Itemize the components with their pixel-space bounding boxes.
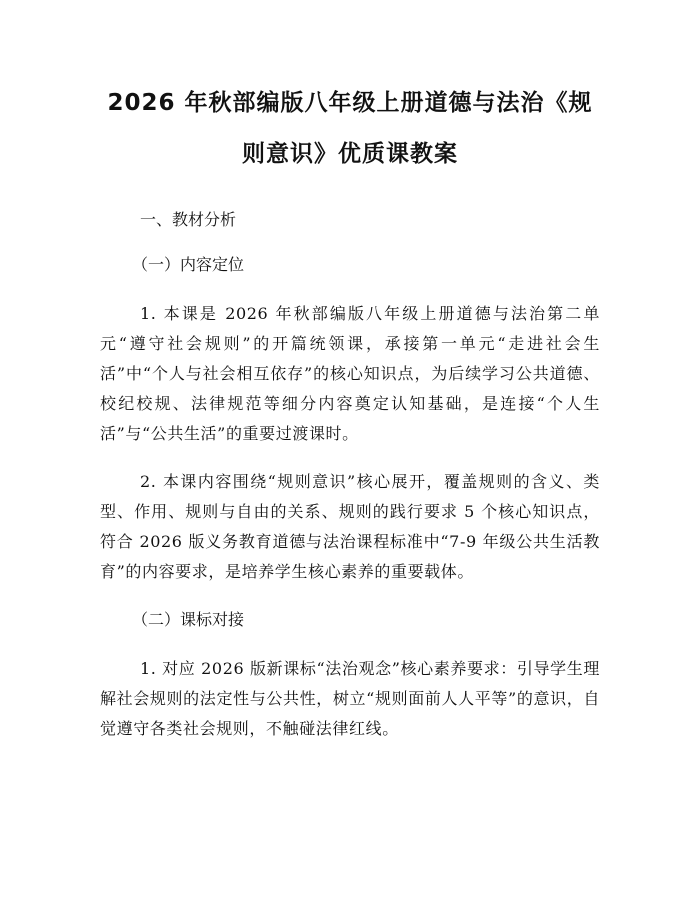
subsection-heading-content-positioning: （一）内容定位 <box>132 255 245 274</box>
title-line-2: 则意识》优质课教案 <box>242 141 458 167</box>
subsection-heading-curriculum-alignment: （二）课标对接 <box>132 610 245 629</box>
title-line-1: 2026 年秋部编版八年级上册道德与法治《规 <box>107 90 593 116</box>
paragraph-3: 1. 对应 2026 版新课标“法治观念”核心素养要求：引导学生理解社会规则的法定性与公共性，树立“规则面前人人平等”的意识，自觉遵守各类社会规则，不触碰法律红线。 <box>100 659 600 738</box>
section-heading-textbook-analysis: 一、教材分析 <box>140 210 237 229</box>
paragraph-1: 1. 本课是 2026 年秋部编版八年级上册道德与法治第二单元“遵守社会规则”的开篇统领课，承接第一单元“走进社会生活”中“个人与社会相互依存”的核心知识点，为后续学习公共道德、校纪校规、法律规范等细分内容奠定认知基础，是连接“个人生活”与“公共生活”的重要过渡课时。 <box>100 304 600 443</box>
document-title <box>100 78 600 180</box>
paragraph-2: 2. 本课内容围绕“规则意识”核心展开，覆盖规则的含义、类型、作用、规则与自由的关系、规则的践行要求 5 个核心知识点，符合 2026 版义务教育道德与法治课程标准中“7-9 年级公共生活教育”的内容要求，是培养学生核心素养的重要载体。 <box>100 472 600 581</box>
